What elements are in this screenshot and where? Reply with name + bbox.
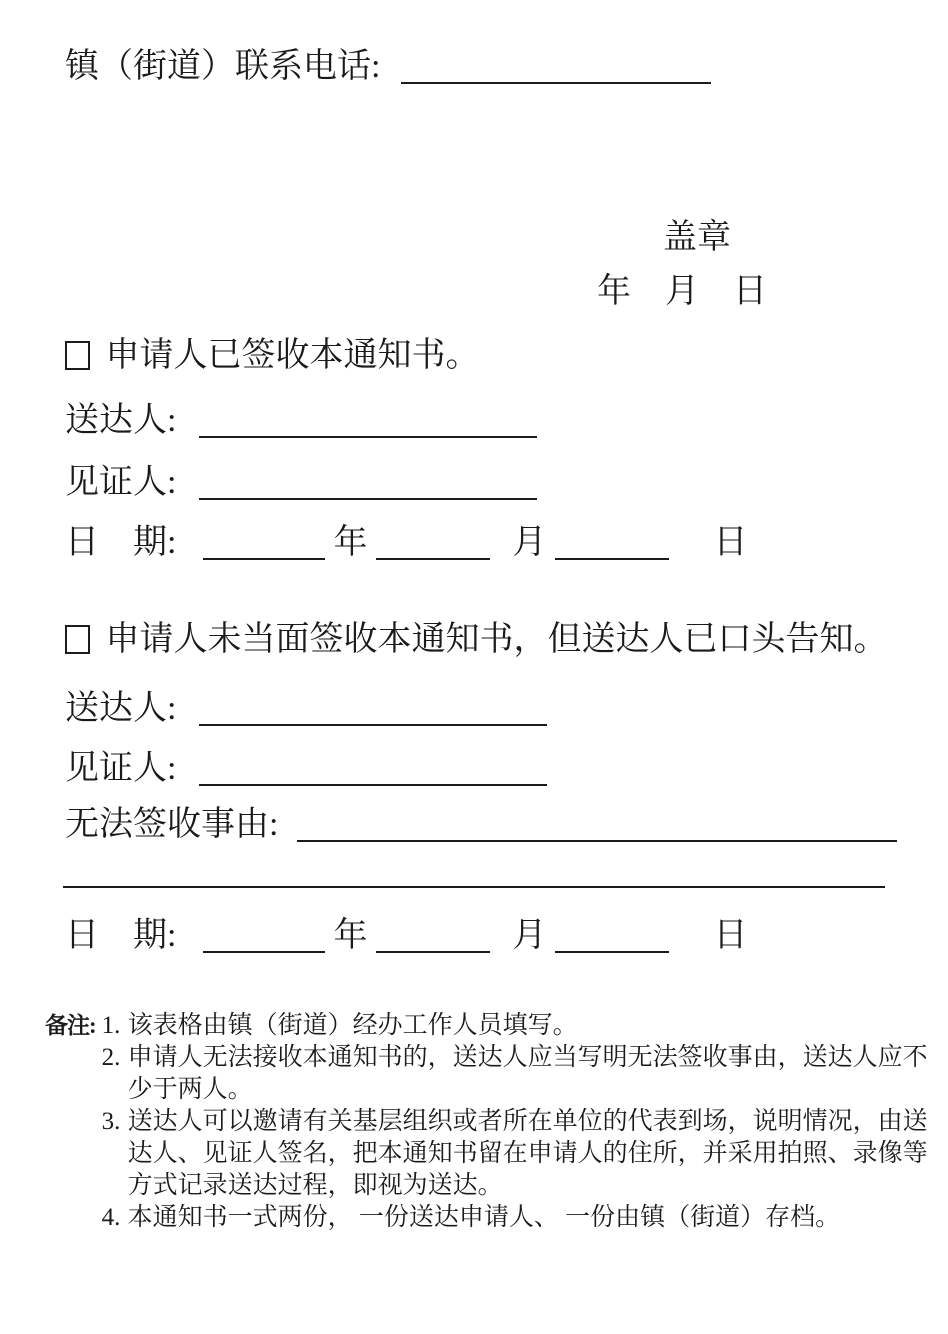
deliverer-label: 送达人: bbox=[65, 402, 177, 439]
month-label: 月 bbox=[512, 524, 547, 561]
deliverer-blank-line[interactable] bbox=[199, 402, 537, 438]
day-label: 日 bbox=[713, 917, 748, 954]
month-blank-line[interactable] bbox=[376, 524, 490, 560]
note-text: 该表格由镇（街道）经办工作人员填写。 bbox=[127, 1012, 578, 1039]
stamp-label: 盖章 bbox=[663, 219, 731, 256]
phone-label: 镇（街道）联系电话: bbox=[65, 48, 381, 85]
reason-row bbox=[65, 803, 897, 847]
note-item bbox=[102, 1106, 933, 1202]
not-signed-witness-row bbox=[65, 747, 547, 791]
witness-blank-line[interactable] bbox=[199, 464, 537, 500]
signed-checkbox[interactable] bbox=[65, 341, 90, 370]
witness-blank-line[interactable] bbox=[199, 750, 547, 786]
stamp-row bbox=[663, 216, 731, 260]
stamp-date-line: 年 月 日 bbox=[597, 273, 767, 310]
date-label: 日 期: bbox=[65, 524, 177, 561]
not-signed-checkbox-row bbox=[65, 618, 888, 662]
phone-blank-line[interactable] bbox=[401, 48, 711, 84]
deliverer-label: 送达人: bbox=[65, 690, 177, 727]
notes-label: 备注: bbox=[45, 1013, 96, 1038]
note-number: 2. bbox=[101, 1044, 121, 1071]
day-blank-line[interactable] bbox=[555, 917, 669, 953]
note-item bbox=[102, 1202, 933, 1234]
phone-row bbox=[65, 45, 711, 89]
reason-continuation-line[interactable] bbox=[63, 886, 885, 888]
signed-deliverer-row bbox=[65, 399, 537, 443]
not-signed-checkbox-label: 申请人未当面签收本通知书，但送达人已口头告知。 bbox=[105, 621, 888, 658]
witness-label: 见证人: bbox=[65, 750, 177, 787]
signed-checkbox-row bbox=[65, 334, 480, 378]
note-number: 1. bbox=[101, 1012, 121, 1039]
day-blank-line[interactable] bbox=[555, 524, 669, 560]
note-text: 送达人可以邀请有关基层组织或者所在单位的代表到场，说明情况，由送达人、见证人签名，把本通知书留在申请人的住所，并采用拍照、录像等方式记录送达过程，即视为送达。 bbox=[127, 1108, 928, 1199]
month-label: 月 bbox=[512, 917, 547, 954]
note-text: 本通知书一式两份， 一份送达申请人、 一份由镇（街道）存档。 bbox=[127, 1204, 841, 1231]
reason-blank-line[interactable] bbox=[297, 806, 897, 842]
reason-label: 无法签收事由: bbox=[65, 806, 279, 843]
year-blank-line[interactable] bbox=[203, 524, 325, 560]
note-item bbox=[102, 1042, 933, 1106]
note-text: 申请人无法接收本通知书的，送达人应当写明无法签收事由，送达人应不少于两人。 bbox=[127, 1044, 928, 1103]
year-label: 年 bbox=[333, 524, 368, 561]
not-signed-date-row bbox=[65, 914, 747, 958]
signed-checkbox-label: 申请人已签收本通知书。 bbox=[105, 337, 480, 374]
note-item bbox=[102, 1010, 933, 1042]
note-number: 3. bbox=[101, 1108, 121, 1135]
not-signed-deliverer-row bbox=[65, 687, 547, 731]
deliverer-blank-line[interactable] bbox=[199, 690, 547, 726]
witness-label: 见证人: bbox=[65, 464, 177, 501]
stamp-date-row bbox=[597, 270, 767, 314]
signed-witness-row bbox=[65, 461, 537, 505]
year-label: 年 bbox=[333, 917, 368, 954]
day-label: 日 bbox=[713, 524, 748, 561]
year-blank-line[interactable] bbox=[203, 917, 325, 953]
signed-date-row bbox=[65, 521, 747, 565]
note-number: 4. bbox=[101, 1204, 121, 1231]
not-signed-checkbox[interactable] bbox=[65, 625, 90, 654]
month-blank-line[interactable] bbox=[376, 917, 490, 953]
notes-list bbox=[102, 1010, 933, 1234]
notes-section bbox=[45, 1010, 933, 1234]
date-label: 日 期: bbox=[65, 917, 177, 954]
